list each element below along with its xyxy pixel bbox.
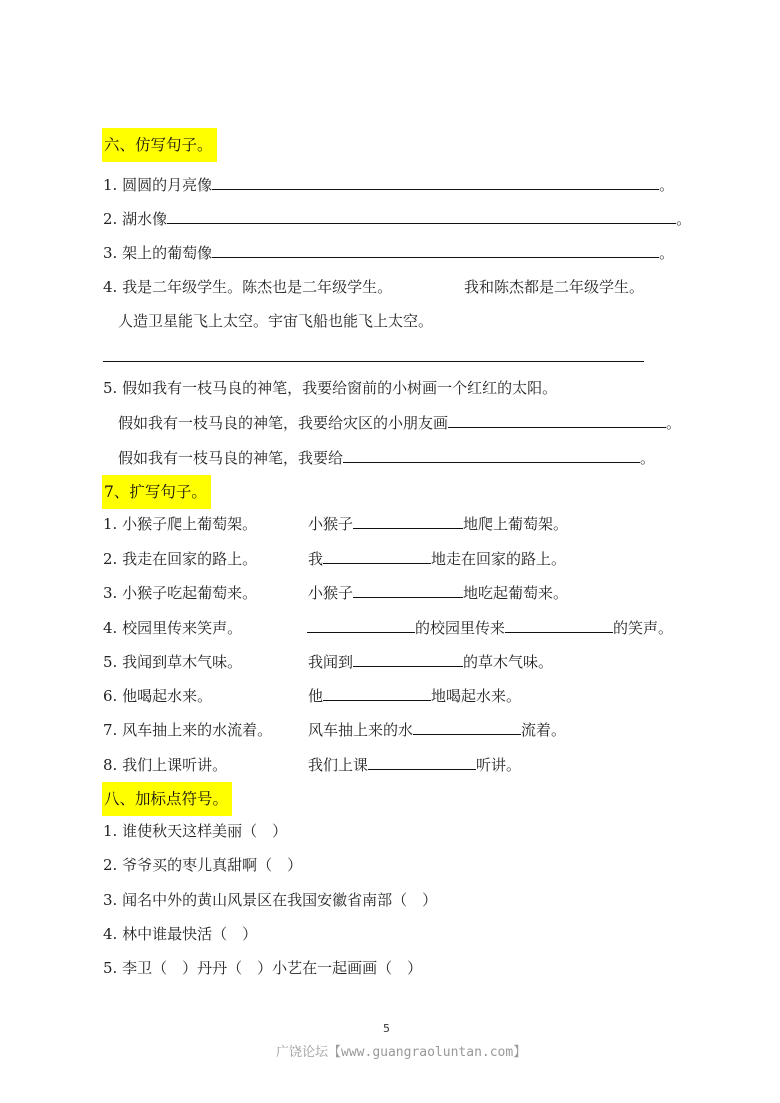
s7-item-2-original: 2. 我走在回家的路上。 bbox=[103, 550, 258, 568]
s7-item-8-post: 听讲。 bbox=[476, 756, 522, 774]
s6-item-5-line3-blank[interactable] bbox=[343, 448, 640, 463]
page-number: 5 bbox=[383, 1022, 390, 1035]
s6-item-4-line1-right: 我和陈杰都是二年级学生。 bbox=[464, 278, 645, 296]
s7-item-8-original: 8. 我们上课听讲。 bbox=[103, 756, 228, 774]
s7-item-8-expanded bbox=[308, 755, 521, 775]
s6-item-2-blank[interactable] bbox=[167, 209, 676, 224]
s7-item-2-expanded bbox=[308, 549, 566, 569]
s7-item-1-blank[interactable] bbox=[353, 514, 463, 529]
s6-item-3-prefix: 3. 架上的葡萄像 bbox=[103, 244, 213, 262]
s7-item-7-post: 流着。 bbox=[521, 721, 567, 739]
s6-item-3 bbox=[103, 243, 674, 263]
s8-item-5: 5. 李卫（ ）丹丹（ ）小艺在一起画画（ ） bbox=[103, 959, 423, 977]
s6-item-2 bbox=[103, 209, 691, 229]
s7-item-3-post: 地吃起葡萄来。 bbox=[463, 584, 569, 602]
s6-item-4-answer-line[interactable] bbox=[103, 361, 644, 362]
s6-item-1-blank[interactable] bbox=[212, 175, 659, 190]
s7-item-8-pre: 我们上课 bbox=[308, 756, 369, 774]
s7-item-3-original: 3. 小猴子吃起葡萄来。 bbox=[103, 584, 258, 602]
s6-item-5-line3-suffix: 。 bbox=[640, 449, 656, 467]
s6-item-5-line2-suffix: 。 bbox=[666, 414, 682, 432]
s7-item-5-blank[interactable] bbox=[353, 652, 463, 667]
s6-item-5-line1: 5. 假如我有一枝马良的神笔，我要给窗前的小树画一个红红的太阳。 bbox=[103, 379, 558, 397]
s6-item-2-suffix: 。 bbox=[676, 210, 692, 228]
s7-item-6-post: 地喝起水来。 bbox=[431, 687, 522, 705]
s6-item-1-prefix: 1. 圆圆的月亮像 bbox=[103, 176, 213, 194]
s7-item-6-original: 6. 他喝起水来。 bbox=[103, 687, 213, 705]
s6-item-4-line1-left: 4. 我是二年级学生。陈杰也是二年级学生。 bbox=[103, 278, 393, 296]
s7-item-4-original: 4. 校园里传来笑声。 bbox=[103, 619, 243, 637]
section-7-heading: 7、扩写句子。 bbox=[102, 475, 211, 509]
footer-url: 【www.guangraoluntan.com】 bbox=[328, 1045, 527, 1060]
s7-item-4-blank-2[interactable] bbox=[505, 618, 613, 633]
s6-item-4-line2: 人造卫星能飞上太空。宇宙飞船也能飞上太空。 bbox=[118, 312, 434, 330]
s6-item-1 bbox=[103, 175, 674, 195]
s6-item-3-blank[interactable] bbox=[212, 243, 659, 258]
s6-item-5-line2 bbox=[118, 413, 681, 433]
s7-item-3-pre: 小猴子 bbox=[308, 584, 354, 602]
s6-item-3-suffix: 。 bbox=[659, 244, 675, 262]
s7-item-5-expanded bbox=[308, 652, 553, 672]
s7-item-6-blank[interactable] bbox=[323, 686, 431, 701]
s8-item-4: 4. 林中谁最快活（ ） bbox=[103, 925, 258, 943]
s6-item-5-line3 bbox=[118, 448, 655, 468]
s7-item-5-original: 5. 我闻到草木气味。 bbox=[103, 653, 243, 671]
s6-item-2-prefix: 2. 湖水像 bbox=[103, 210, 168, 228]
s6-item-5-line3-prefix: 假如我有一枝马良的神笔，我要给 bbox=[118, 449, 344, 467]
footer-watermark bbox=[276, 1041, 526, 1060]
s8-item-1: 1. 谁使秋天这样美丽（ ） bbox=[103, 822, 288, 840]
s6-item-1-suffix: 。 bbox=[659, 176, 675, 194]
s7-item-6-expanded bbox=[308, 686, 521, 706]
s8-item-3: 3. 闻名中外的黄山风景区在我国安徽省南部（ ） bbox=[103, 891, 438, 909]
s7-item-7-expanded bbox=[308, 720, 566, 740]
section-8-heading: 八、加标点符号。 bbox=[102, 782, 232, 816]
s7-item-1-expanded bbox=[308, 514, 568, 534]
s7-item-4-post: 的笑声。 bbox=[613, 619, 674, 637]
s8-item-2: 2. 爷爷买的枣儿真甜啊（ ） bbox=[103, 856, 303, 874]
s7-item-1-post: 地爬上葡萄架。 bbox=[463, 515, 569, 533]
footer-site-name: 广饶论坛 bbox=[276, 1045, 329, 1060]
s7-item-1-original: 1. 小猴子爬上葡萄架。 bbox=[103, 515, 258, 533]
s7-item-3-expanded bbox=[308, 583, 568, 603]
s6-item-5-line2-blank[interactable] bbox=[448, 413, 666, 428]
s7-item-2-pre: 我 bbox=[308, 550, 324, 568]
s7-item-4-mid: 的校园里传来 bbox=[415, 619, 506, 637]
s7-item-4-expanded bbox=[307, 618, 673, 638]
s7-item-7-pre: 风车抽上来的水 bbox=[308, 721, 414, 739]
s7-item-3-blank[interactable] bbox=[353, 583, 463, 598]
s7-item-6-pre: 他 bbox=[308, 687, 324, 705]
s7-item-7-blank[interactable] bbox=[413, 720, 521, 735]
s7-item-2-blank[interactable] bbox=[323, 549, 431, 564]
s6-item-5-line2-prefix: 假如我有一枝马良的神笔，我要给灾区的小朋友画 bbox=[118, 414, 449, 432]
s7-item-8-blank[interactable] bbox=[368, 755, 476, 770]
s7-item-4-blank-1[interactable] bbox=[307, 618, 415, 633]
s7-item-5-post: 的草木气味。 bbox=[463, 653, 554, 671]
s7-item-7-original: 7. 风车抽上来的水流着。 bbox=[103, 721, 273, 739]
section-6-heading: 六、仿写句子。 bbox=[102, 128, 217, 162]
s7-item-2-post: 地走在回家的路上。 bbox=[431, 550, 567, 568]
s7-item-5-pre: 我闻到 bbox=[308, 653, 354, 671]
s7-item-1-pre: 小猴子 bbox=[308, 515, 354, 533]
